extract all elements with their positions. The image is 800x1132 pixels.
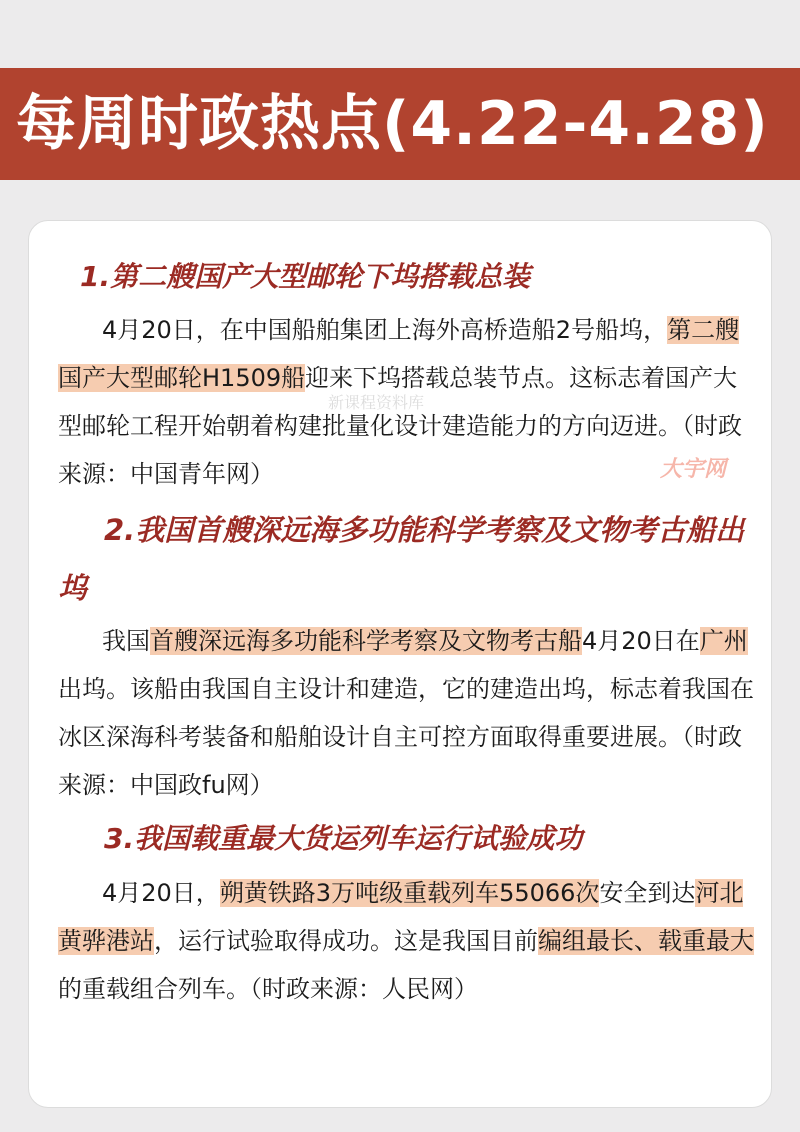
body-text: 我国 <box>102 627 150 655</box>
item-3-body <box>58 869 758 1013</box>
item-2-title: 2.我国首艘深远海多功能科学考察及文物考古船出坞 <box>58 513 745 605</box>
item-2-body <box>58 617 758 809</box>
highlight-text: 河北黄骅港站 <box>58 879 744 955</box>
highlight-text: 朔黄铁路3万吨级重载列车55066次 <box>219 879 600 907</box>
item-3-title: 3.我国载重最大货运列车运行试验成功 <box>104 822 583 855</box>
watermark-logo: 大宇网 <box>660 457 727 482</box>
body-text: 4月20日，在中国船舶集团上海外高桥造船2号船坞， <box>102 316 668 344</box>
highlight-text: 广州 <box>699 627 748 655</box>
body-text: ，运行试验取得成功。这是我国目前 <box>154 927 538 955</box>
page-title: 每周时政热点(4.22-4.28) <box>16 89 769 159</box>
highlight-text: 首艘深远海多功能科学考察及文物考古船 <box>150 627 582 655</box>
body-text: 的重载组合列车。（时政来源：人民网） <box>58 975 478 1003</box>
body-text: 4月20日， <box>102 879 220 907</box>
watermark-text: 新课程资料库 <box>328 393 425 412</box>
body-text: 迎来下坞搭载总装节点。这标志着国产大型邮轮工程开始朝着构建批量化设计建造能力的方向迈进。（时政来源：中国青年网） <box>58 364 742 488</box>
body-text: 4月20日在 <box>582 627 700 655</box>
highlight-text: 第二艘国产大型邮轮H1509船 <box>58 316 740 392</box>
header-banner <box>0 68 800 180</box>
body-text: 安全到达 <box>599 879 696 907</box>
item-1-title: 1.第二艘国产大型邮轮下坞搭载总装 <box>80 260 531 293</box>
body-text: 出坞。该船由我国自主设计和建造，它的建造出坞，标志着我国在冰区深海科考装备和船舶设计自主可控方面取得重要进展。（时政来源：中国政fu网） <box>58 675 754 799</box>
highlight-text: 编组最长、载重最大 <box>538 927 754 955</box>
